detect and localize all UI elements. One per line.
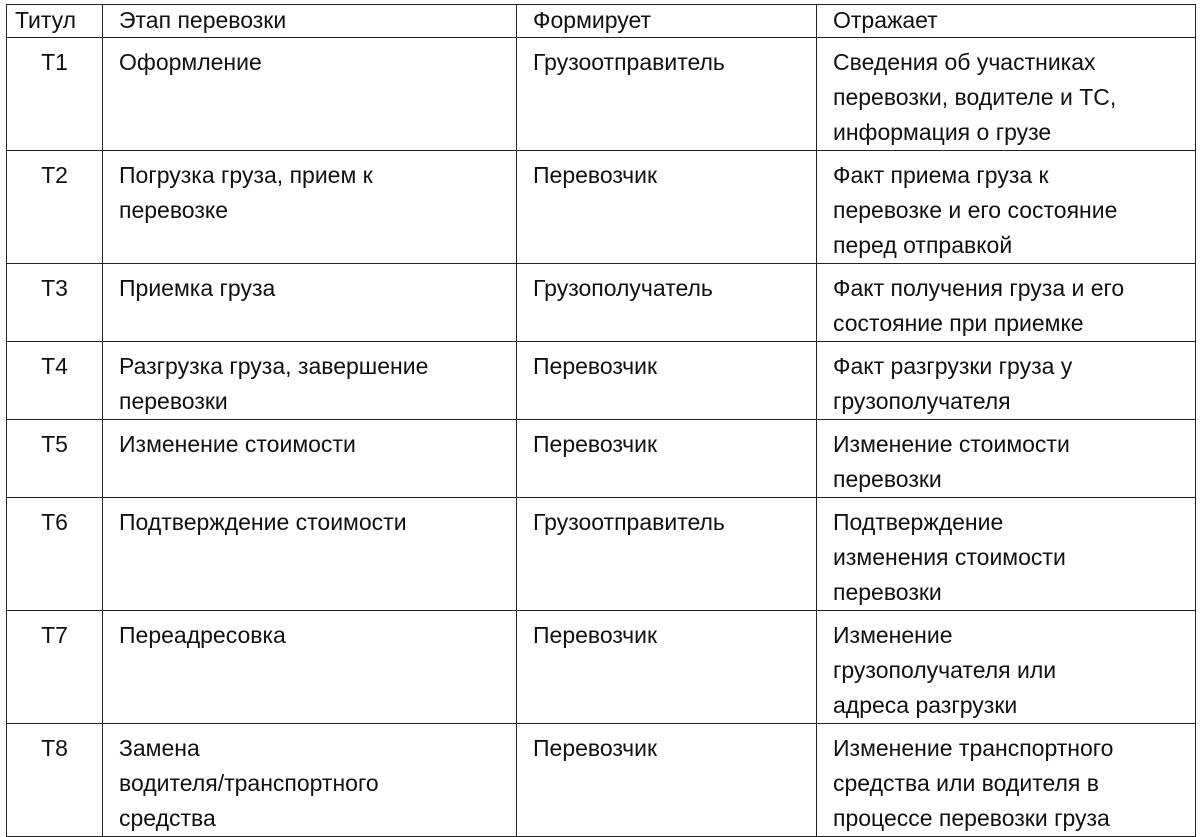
row-stage — [103, 724, 517, 837]
row-forms — [517, 151, 817, 264]
row-forms-text: Грузоотправитель — [533, 49, 725, 75]
row-reflects-text: Факт получения груза и его состояние при приемке — [833, 275, 1125, 336]
row-code-text: Т5 — [41, 431, 68, 457]
row-reflects-text: Факт разгрузки груза у грузополучателя — [833, 353, 1073, 414]
row-stage-text: Замена водителя/транспортного средства — [119, 735, 379, 831]
header-reflects: Отражает — [817, 5, 1196, 38]
header-stage: Этап перевозки — [103, 5, 517, 38]
row-reflects-text: Изменение транспортного средства или водителя в процессе перевозки груза — [833, 735, 1114, 831]
table-row — [7, 420, 1196, 498]
table-row — [7, 611, 1196, 724]
row-reflects-text: Подтверждение изменения стоимости перевозки — [833, 509, 1066, 605]
row-stage — [103, 611, 517, 724]
row-stage-text: Подтверждение стоимости — [119, 509, 407, 535]
row-forms — [517, 611, 817, 724]
row-code-text: Т7 — [41, 622, 68, 648]
row-forms — [517, 38, 817, 151]
row-forms-text: Перевозчик — [533, 431, 658, 457]
row-code-text: Т4 — [41, 353, 68, 379]
row-reflects — [817, 264, 1196, 342]
row-code-text: Т1 — [41, 49, 68, 75]
row-code — [7, 38, 103, 151]
row-reflects-text: Факт приема груза к перевозке и его состояние перед отправкой — [833, 162, 1118, 258]
row-stage — [103, 151, 517, 264]
row-code — [7, 342, 103, 420]
row-stage-text: Разгрузка груза, завершение перевозки — [119, 353, 429, 414]
row-forms-text: Грузополучатель — [533, 275, 713, 301]
row-forms-text: Перевозчик — [533, 735, 658, 761]
row-reflects — [817, 724, 1196, 837]
row-reflects — [817, 151, 1196, 264]
row-reflects — [817, 611, 1196, 724]
row-reflects-text: Изменение стоимости перевозки — [833, 431, 1070, 492]
row-reflects — [817, 38, 1196, 151]
row-stage — [103, 420, 517, 498]
table-row — [7, 151, 1196, 264]
row-code — [7, 420, 103, 498]
row-forms-text: Перевозчик — [533, 622, 658, 648]
row-code-text: Т2 — [41, 162, 68, 188]
row-code — [7, 151, 103, 264]
row-stage-text: Изменение стоимости — [119, 431, 356, 457]
row-code-text: Т3 — [41, 275, 68, 301]
row-forms-text: Перевозчик — [533, 353, 658, 379]
row-code-text: Т6 — [41, 509, 68, 535]
row-forms-text: Перевозчик — [533, 162, 658, 188]
row-stage-text: Переадресовка — [119, 622, 286, 648]
row-forms — [517, 342, 817, 420]
header-forms: Формирует — [517, 5, 817, 38]
row-stage — [103, 38, 517, 151]
row-stage-text: Оформление — [119, 49, 262, 75]
row-code — [7, 611, 103, 724]
table-row — [7, 498, 1196, 611]
row-code — [7, 264, 103, 342]
table-row — [7, 342, 1196, 420]
row-code — [7, 498, 103, 611]
row-forms — [517, 724, 817, 837]
table-header-row — [7, 5, 1196, 38]
row-stage-text: Погрузка груза, прием к перевозке — [119, 162, 373, 223]
row-reflects — [817, 420, 1196, 498]
table-row — [7, 38, 1196, 151]
row-stage-text: Приемка груза — [119, 275, 276, 301]
row-code — [7, 724, 103, 837]
row-forms — [517, 420, 817, 498]
table-row — [7, 724, 1196, 837]
row-reflects-text: Сведения об участниках перевозки, водителе и ТС, информация о грузе — [833, 49, 1117, 145]
transport-documents-table — [6, 4, 1196, 837]
row-stage — [103, 498, 517, 611]
row-reflects-text: Изменение грузополучателя или адреса разгрузки — [833, 622, 1057, 718]
row-forms — [517, 498, 817, 611]
row-stage — [103, 342, 517, 420]
header-code: Титул — [7, 5, 103, 38]
row-reflects — [817, 498, 1196, 611]
row-reflects — [817, 342, 1196, 420]
row-stage — [103, 264, 517, 342]
table-row — [7, 264, 1196, 342]
row-forms-text: Грузоотправитель — [533, 509, 725, 535]
row-code-text: Т8 — [41, 735, 68, 761]
row-forms — [517, 264, 817, 342]
